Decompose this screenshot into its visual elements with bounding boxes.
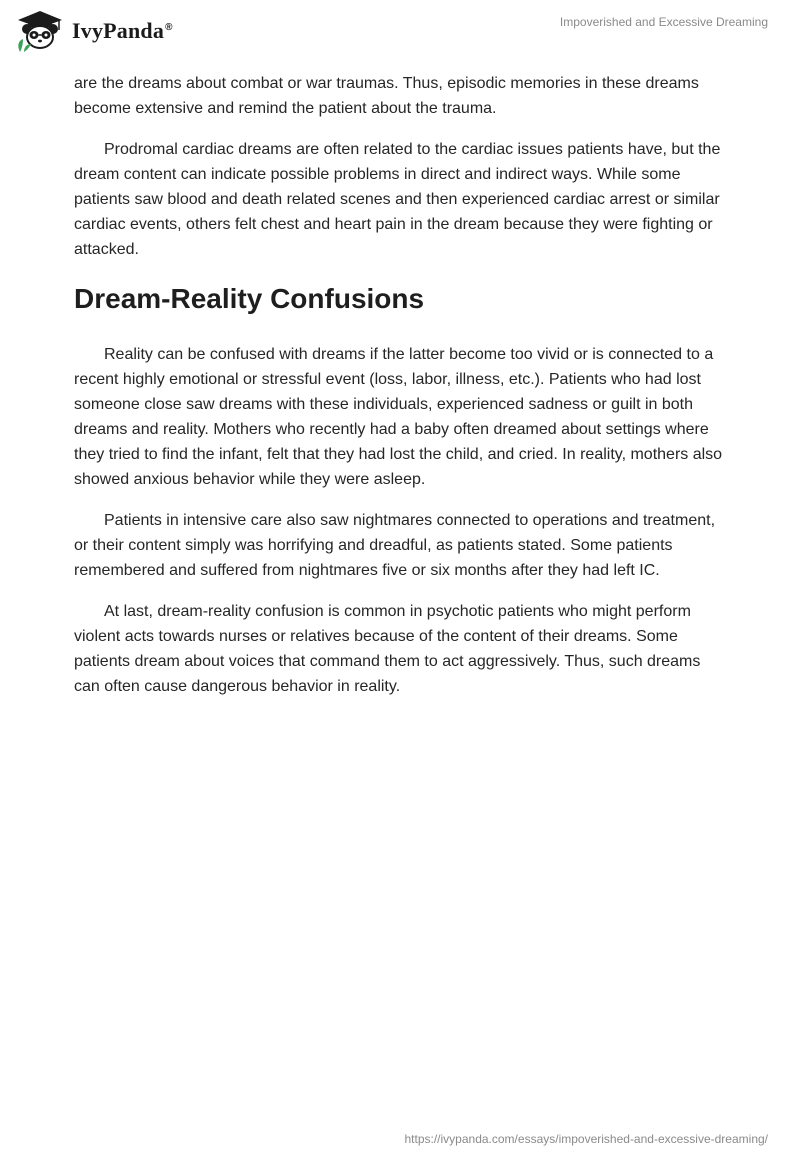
ivypanda-logo[interactable]	[14, 8, 173, 52]
document-title: Impoverished and Excessive Dreaming	[559, 15, 768, 29]
essay-content	[74, 71, 726, 715]
paragraph-psychotic-patients: At last, dream-reality confusion is common in psychotic patients who might perform violent acts towards nurses or relatives because of the content of their dreams. Some patients dream about voices that command them to act aggressively. Thus, such dreams can often cause dangerous behavior in reality.	[74, 603, 701, 695]
page-header	[0, 0, 800, 62]
section-heading: Dream-Reality Confusions	[74, 283, 425, 314]
brand-name: IvyPanda®	[72, 18, 173, 43]
paragraph-reality-confusion: Reality can be confused with dreams if the latter become too vivid or is connected to a recent highly emotional or stressful event (loss, labor, illness, etc.). Patients who had lost someone close saw dreams with these individuals, experienced sadness or guilt in both dreams and reality. Mothers who recently had a baby often dreamed about settings where they tried to find the infant, felt that they had lost the child, and cried. In reality, mothers also showed anxious behavior while they were asleep.	[74, 346, 723, 488]
paragraph-top: are the dreams about combat or war traumas. Thus, episodic memories in these dreams become extensive and remind the patient about the trauma.	[74, 75, 699, 117]
panda-graduate-icon	[14, 8, 66, 52]
source-url-link[interactable]: https://ivypanda.com/essays/impoverished-and-excessive-dreaming/	[404, 1132, 768, 1146]
paragraph-cardiac-dreams: Prodromal cardiac dreams are often related to the cardiac issues patients have, but the dream content can indicate possible problems in direct and indirect ways. While some patients saw blood and death related scenes and then experienced cardiac arrest or similar cardiac events, others felt chest and heart pain in the dream because they were fighting or attacked.	[74, 141, 721, 258]
paragraph-intensive-care: Patients in intensive care also saw nightmares connected to operations and treatment, or their content simply was horrifying and dreadful, as patients stated. Some patients remembered and suffered from nightmares five or six months after they had left IC.	[74, 512, 716, 579]
